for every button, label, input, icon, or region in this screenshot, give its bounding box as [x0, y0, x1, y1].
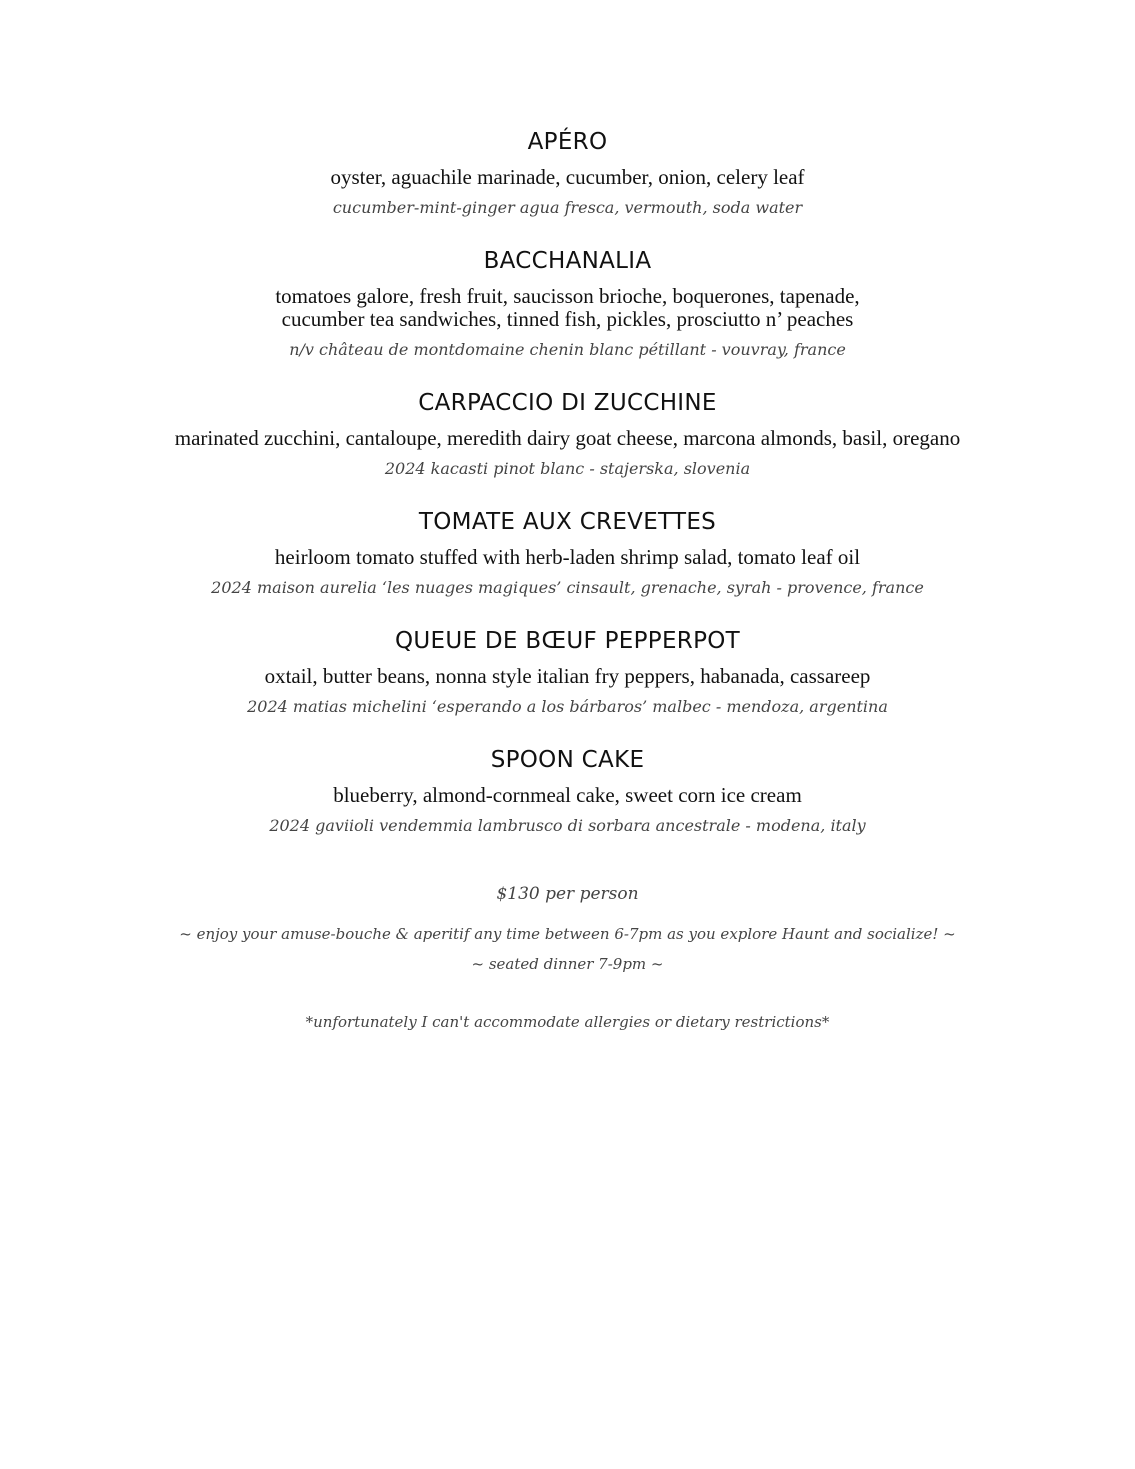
course-description-line: oxtail, butter beans, nonna style italian fry peppers, habanada, cassareep [264, 664, 871, 688]
course-description [0, 546, 1135, 569]
allergy-disclaimer: *unfortunately I can't accommodate allergies or dietary restrictions* [305, 1013, 830, 1031]
course-description [0, 665, 1135, 688]
course-title: SPOON CAKE [490, 747, 645, 773]
course-title: APÉRO [527, 129, 608, 155]
tasting-menu [0, 124, 1135, 1035]
course-pairing: 2024 gaviioli vendemmia lambrusco di sorbara ancestrale - modena, italy [269, 816, 866, 835]
course-description [0, 166, 1135, 189]
menu-footer [0, 881, 1135, 1035]
course-title: CARPACCIO DI ZUCCHINE [418, 390, 717, 416]
course-title: BACCHANALIA [483, 248, 652, 274]
course-description [0, 427, 1135, 450]
course-carpaccio-di-zucchine [0, 385, 1135, 482]
price-per-person: $130 per person [496, 884, 639, 904]
course-description-line: blueberry, almond-cornmeal cake, sweet corn ice cream [333, 783, 802, 807]
course-pairing: 2024 kacasti pinot blanc - stajerska, slovenia [384, 459, 751, 478]
course-pairing: 2024 matias michelini ‘esperando a los bárbaros’ malbec - mendoza, argentina [247, 697, 888, 716]
course-pairing: 2024 maison aurelia ‘les nuages magiques’ cinsault, grenache, syrah - provence, france [211, 578, 924, 597]
course-title: TOMATE AUX CREVETTES [418, 509, 717, 535]
course-spoon-cake [0, 742, 1135, 839]
course-title: QUEUE DE BŒUF PEPPERPOT [394, 628, 741, 654]
course-queue-de-boeuf-pepperpot [0, 623, 1135, 720]
course-description [0, 784, 1135, 807]
course-tomate-aux-crevettes [0, 504, 1135, 601]
course-description-line: heirloom tomato stuffed with herb-laden shrimp salad, tomato leaf oil [274, 545, 861, 569]
course-description-line: oyster, aguachile marinade, cucumber, onion, celery leaf [330, 165, 805, 189]
course-bacchanalia [0, 243, 1135, 363]
course-description-line: cucumber tea sandwiches, tinned fish, pickles, prosciutto n’ peaches [281, 307, 854, 331]
course-description-line: marinated zucchini, cantaloupe, meredith dairy goat cheese, marcona almonds, basil, oregano [174, 426, 961, 450]
course-pairing: cucumber-mint-ginger agua fresca, vermouth, soda water [332, 198, 803, 217]
seated-dinner-note: ~ seated dinner 7-9pm ~ [471, 955, 664, 973]
course-pairing: n/v château de montdomaine chenin blanc pétillant - vouvray, france [289, 340, 846, 359]
course-description [0, 285, 1135, 331]
course-description-line: tomatoes galore, fresh fruit, saucisson brioche, boquerones, tapenade, [275, 284, 860, 308]
amuse-bouche-note: ~ enjoy your amuse-bouche & aperitif any time between 6-7pm as you explore Haunt and socialize! ~ [179, 925, 956, 943]
course-apero [0, 124, 1135, 221]
